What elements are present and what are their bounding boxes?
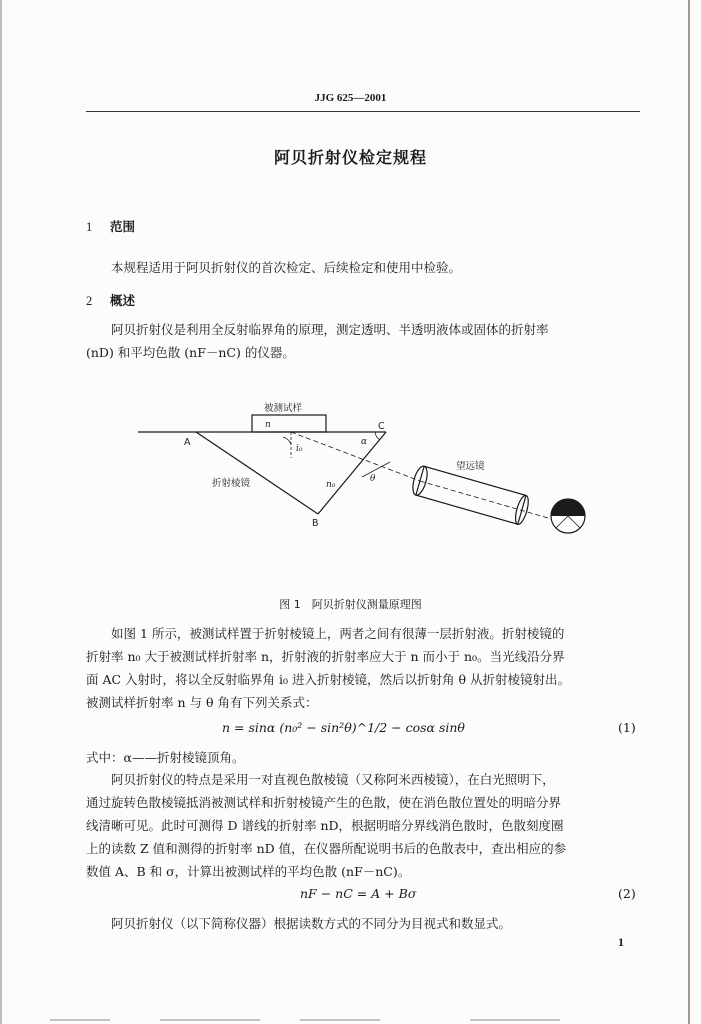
figure-caption: 图 1 阿贝折射仪测量原理图 [279,598,422,611]
equation-number-2: (2) [618,886,636,901]
formula-2: nF − nC = A + Bσ [300,886,417,901]
label-prism: 折射棱镜 [212,478,251,489]
sample-block [252,415,326,432]
section-heading-scope [86,217,135,235]
angle-alpha-arc [375,432,380,440]
eyepiece-view-icon [551,499,585,533]
paragraph-overview [86,318,642,364]
label-alpha: α [361,437,368,447]
scan-bottom-marks [0,1019,701,1022]
emergent-ray [420,481,548,518]
section-title: 范围 [110,219,136,234]
paragraph-scope [86,256,642,279]
label-theta: θ [370,474,376,484]
text-line: 面 AC 入射时，将以全反射临界角 i₀ 进入折射棱镜，然后以折射角 θ 从折射棱镜射出。 [86,672,570,687]
text-line: 上的读数 Z 值和测得的折射率 nD 值，在仪器所配说明书后的色散表中，查出相应的参 [86,841,567,856]
label-n: n [265,420,271,430]
paragraph-features [86,768,642,883]
text-line: 阿贝折射仪（以下简称仪器）根据读数方式的不同分为目视式和数显式。 [111,916,512,931]
label-c: C [378,421,385,432]
text-line: 阿贝折射仪是利用全反射临界角的原理，测定透明、半透明液体或固体的折射率 [111,322,549,337]
section-number: 2 [86,294,93,308]
equation-number-1: (1) [618,720,636,735]
standard-code: JJG 625—2001 [314,92,387,104]
refractometer-diagram [0,380,701,590]
refracted-ray [291,432,420,481]
page-title: 阿贝折射仪检定规程 [273,148,427,167]
paragraph-figure-explanation [86,622,642,714]
section-heading-overview [86,291,135,309]
label-a: A [184,437,191,448]
formula-1: n = sinα (n₀² − sin²θ)^1/2 − cosα sinθ [222,720,465,735]
text-line: 通过旋转色散棱镜抵消被测试样和折射棱镜产生的色散，使在消色散位置处的明暗分界 [86,795,562,810]
page-number: 1 [618,935,624,949]
text-line: 线清晰可见。此时可测得 D 谱线的折射率 nD，根据明暗分界线消色散时，色散刻度圈 [86,818,564,833]
header-rule [86,111,640,112]
telescope-icon [410,465,531,526]
text-line: 被测试样折射率 n 与 θ 角有下列关系式： [86,695,318,710]
section-title: 概述 [110,293,136,308]
label-i0: i₀ [296,444,303,454]
paragraph-classification [86,912,642,935]
prism-edge-bc [318,432,386,514]
label-telescope: 望远镜 [456,461,485,472]
text-line: 式中：α——折射棱镜顶角。 [86,750,245,765]
label-b: B [312,518,319,529]
label-n0: n₀ [326,480,336,490]
text-line: (nD) 和平均色散 (nF－nC) 的仪器。 [86,345,295,360]
text-line: 数值 A、B 和 σ，计算出被测试样的平均色散 (nF－nC)。 [86,864,411,879]
label-sample: 被测试样 [264,403,303,414]
section-number: 1 [86,220,93,234]
text-line: 如图 1 所示，被测试样置于折射棱镜上，两者之间有很薄一层折射液。折射棱镜的 [111,626,565,641]
angle-i0-arc [283,437,291,444]
text-line: 本规程适用于阿贝折射仪的首次检定、后续检定和使用中检验。 [111,260,462,275]
paragraph-where [86,746,642,769]
text-line: 折射率 n₀ 大于被测试样折射率 n，折射液的折射率应大于 n 而小于 n₀。当光线沿分界 [86,649,565,664]
text-line: 阿贝折射仪的特点是采用一对直视色散棱镜（又称阿米西棱镜），在白光照明下， [111,772,555,787]
